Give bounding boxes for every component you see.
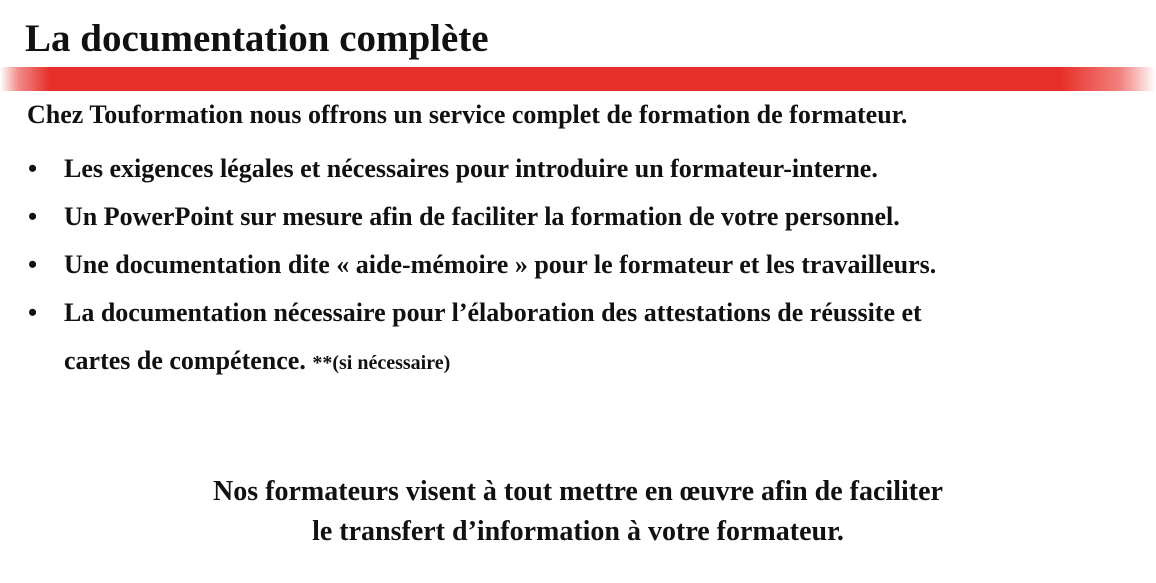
bullet-list xyxy=(0,145,936,387)
intro-text: Chez Touformation nous offrons un service complet de formation de formateur. xyxy=(27,100,908,129)
list-item-text: Un PowerPoint sur mesure afin de faciliter la formation de votre personnel. xyxy=(64,202,900,231)
list-item-text: La documentation nécessaire pour l’élaboration des attestations de réussite et xyxy=(64,298,922,327)
list-item-text-continuation: cartes de compétence. xyxy=(64,346,306,375)
title-underline-bar xyxy=(0,67,1156,91)
list-item-text: Les exigences légales et nécessaires pour introduire un formateur-interne. xyxy=(64,154,878,183)
list-item xyxy=(0,193,936,241)
list-item xyxy=(0,145,936,193)
footnote-text: **(si nécessaire) xyxy=(312,352,451,374)
footer-statement xyxy=(0,472,1156,552)
bullet-icon: • xyxy=(28,202,38,231)
footer-line-1: Nos formateurs visent à tout mettre en œuvre afin de faciliter xyxy=(213,476,943,507)
page-title: La documentation complète xyxy=(25,17,489,60)
list-item-text: Une documentation dite « aide-mémoire » pour le formateur et les travailleurs. xyxy=(64,250,937,279)
footer-line-2: le transfert d’information à votre formateur. xyxy=(312,516,844,547)
bullet-icon: • xyxy=(28,154,38,183)
bullet-icon: • xyxy=(28,250,38,279)
list-item xyxy=(0,289,936,387)
bullet-icon: • xyxy=(28,298,38,327)
list-item xyxy=(0,241,936,289)
